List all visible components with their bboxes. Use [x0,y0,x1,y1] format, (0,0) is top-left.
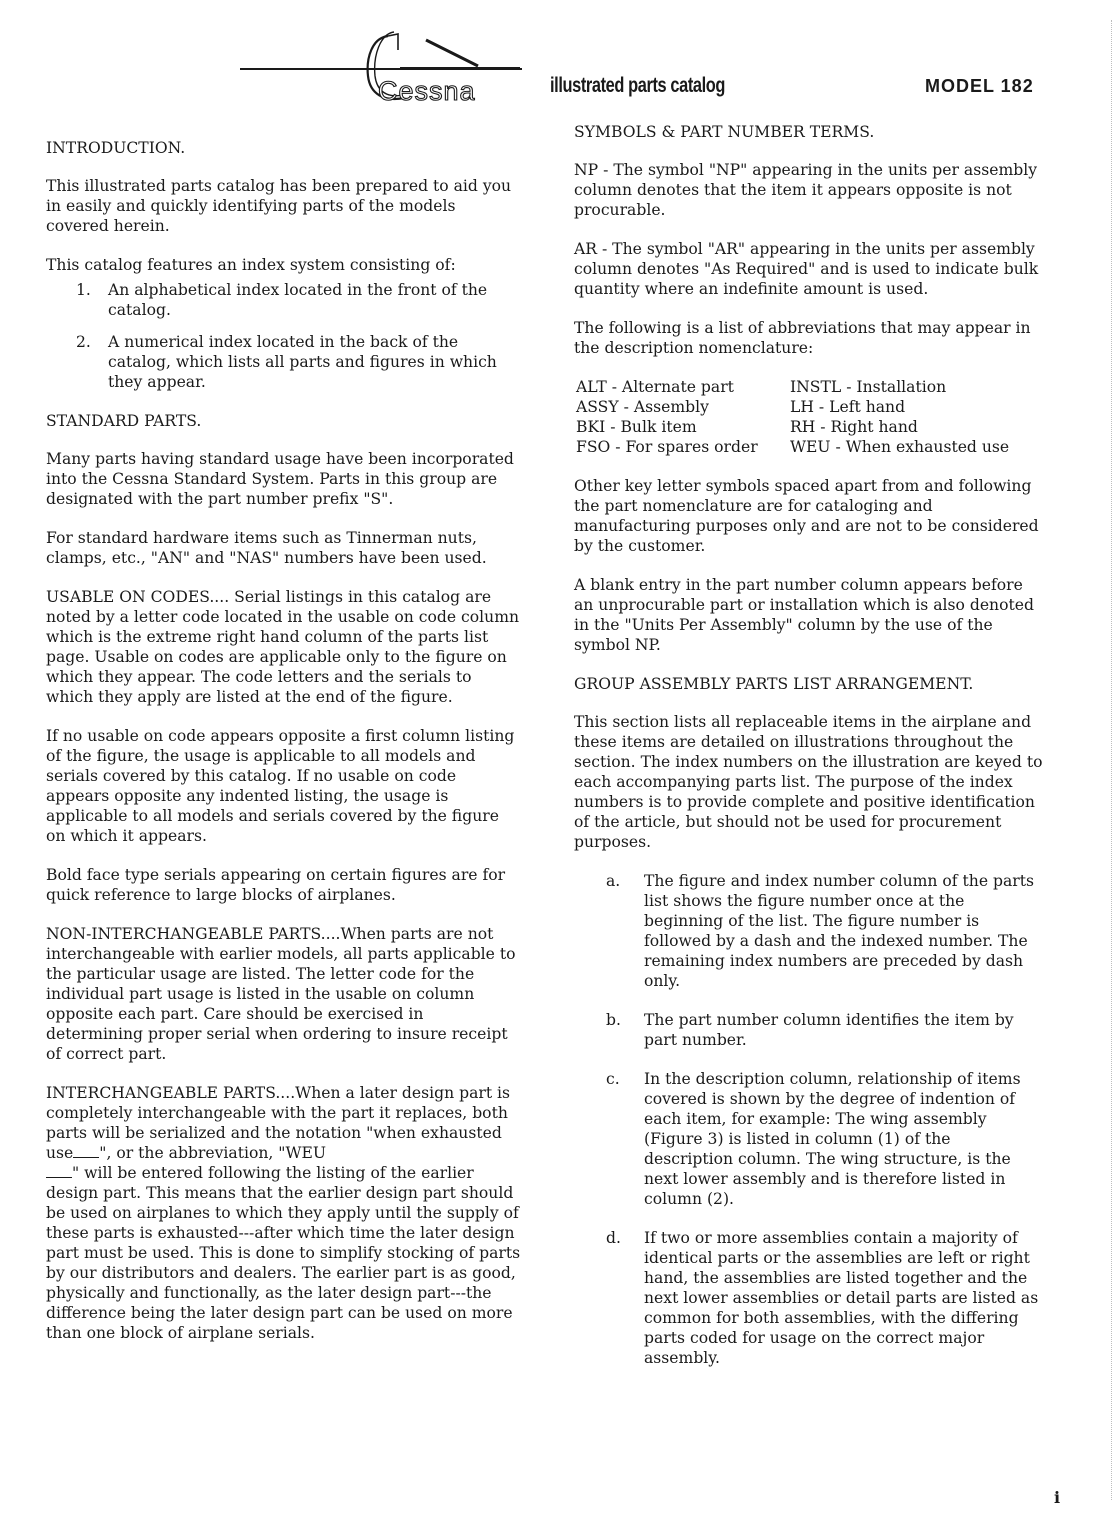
abbreviation: INSTL - Installation [790,378,947,396]
right-column [574,122,1044,1387]
abbreviation: RH - Right hand [790,418,918,436]
bold-serials-paragraph: Bold face type serials appearing on certain figures are for quick reference to large blocks of airplanes. [46,866,506,904]
blank-line [73,1143,99,1158]
hardware-paragraph: For standard hardware items such as Tinnerman nuts, clamps, etc., "AN" and "NAS" numbers have been used. [46,529,487,567]
logo-wordmark: Cessna [378,76,476,106]
abbreviation: ASSY - Assembly [576,398,709,416]
group-assembly-list [574,871,1044,1368]
group-assembly-paragraph: This section lists all replaceable items in the airplane and these items are detailed on illustrations throughout the section. The index numbers on the illustration are keyed to each accompanying parts list. The purpose of the index numbers is to provide complete and positive identification of the article, but should not be used for procurement purposes. [574,713,1043,851]
list-item: 2. A numerical index located in the back of the catalog, which lists all parts and figures in which they appear. [76,333,497,391]
non-interchangeable-paragraph: NON-INTERCHANGEABLE PARTS....When parts are not interchangeable with earlier models, all parts applicable to the particular usage are listed. The letter code for the individual part usage is listed in the usable on column opposite each part. Care should be exercised in determining proper serial when ordering to insure receipt of correct part. [46,925,516,1063]
blank-entry-paragraph: A blank entry in the part number column appears before an unprocurable part or installation which is also denoted in the "Units Per Assembly" column by the use of the symbol NP. [574,576,1034,654]
list-item: c. In the description column, relationship of items covered is shown by the degree of indention of each item, for example: The wing assembly (Figure 3) is listed in column (1) of the description column. The wing structure, is the next lower assembly and is therefore listed in column (2). [606,1070,1021,1208]
catalog-title: illustrated parts catalog [550,74,726,97]
standard-parts-paragraph: Many parts having standard usage have been incorporated into the Cessna Standard System. Parts in this group are designated with the part number prefix "S". [46,450,514,508]
model-label: MODEL 182 [925,76,1034,96]
abbreviations-table [576,377,1044,457]
np-paragraph: NP - The symbol "NP" appearing in the units per assembly column denotes that the item it appears opposite is not procurable. [574,161,1038,219]
abbreviations-intro: The following is a list of abbreviations that may appear in the description nomenclature: [574,319,1031,357]
page-header [240,28,1070,108]
list-item: b. The part number column identifies the item by part number. [606,1011,1014,1049]
abbreviation: WEU - When exhausted use [790,438,1010,456]
symbols-heading: SYMBOLS & PART NUMBER TERMS. [574,123,875,141]
intro-heading: INTRODUCTION. [46,139,186,157]
abbreviation: BKI - Bulk item [576,418,697,436]
page-number: i [1054,1488,1061,1507]
ar-paragraph: AR - The symbol "AR" appearing in the units per assembly column denotes "As Required" and is used to indicate bulk quantity where an indefinite amount is used. [574,240,1039,298]
usable-on-codes-paragraph-2: If no usable on code appears opposite a first column listing of the figure, the usage is applicable to all models and serials covered by this catalog. If no usable on code appears opposite any indented listing, the usage is applicable to all models and serials covered by the figure on which it appears. [46,727,515,845]
interchangeable-paragraph: INTERCHANGEABLE PARTS....When a later design part is completely interchangeable with the part it replaces, both parts will be serialized and the notation "when exhausted use ", or the abbreviation, "WEU " will be entered following the listing of the earlier design part. This means that the earlier design part should be used on airplanes to which they apply until the supply of these parts is exhausted---after which time the later design part must be used. This is done to simplify stocking of parts by our distributors and dealers. The earlier part is as good, physically and functionally, as the later design part---the difference being the later design part can be used on more than one block of airplane serials. [46,1084,521,1342]
index-intro: This catalog features an index system consisting of: [46,256,456,274]
abbreviation: ALT - Alternate part [576,378,734,396]
abbreviation: LH - Left hand [790,398,906,416]
standard-parts-heading: STANDARD PARTS. [46,412,202,430]
list-item: a. The figure and index number column of the parts list shows the figure number once at the beginning of the list. The figure number is followed by a dash and the indexed number. The remaining index numbers are preceded by dash only. [606,872,1035,990]
list-item: d. If two or more assemblies contain a majority of identical parts or the assemblies are left or right hand, the assemblies are listed together and the next lower assemblies or detail parts are listed as common for both assemblies, with the differing parts coded for usage on the correct major assembly. [606,1229,1039,1367]
list-item: 1. An alphabetical index located in the front of the catalog. [76,281,488,319]
index-list [46,280,522,392]
abbreviation: FSO - For spares order [576,438,758,456]
intro-paragraph: This illustrated parts catalog has been prepared to aid you in easily and quickly identifying parts of the models covered herein. [46,177,512,235]
left-column [46,138,522,1362]
group-assembly-heading: GROUP ASSEMBLY PARTS LIST ARRANGEMENT. [574,675,974,693]
blank-line [46,1163,72,1178]
cessna-logo [358,28,543,108]
page-edge-divider [1110,20,1112,1500]
key-letters-paragraph: Other key letter symbols spaced apart from and following the part nomenclature are for cataloging and manufacturing purposes only and are not to be considered by the customer. [574,477,1039,555]
usable-on-codes-paragraph: USABLE ON CODES.... Serial listings in this catalog are noted by a letter code located in the usable on code column which is the extreme right hand column of the parts list page. Usable on codes are applicable only to the figure on which they appear. The code letters and the serials to which they apply are listed at the end of the figure. [46,588,520,706]
